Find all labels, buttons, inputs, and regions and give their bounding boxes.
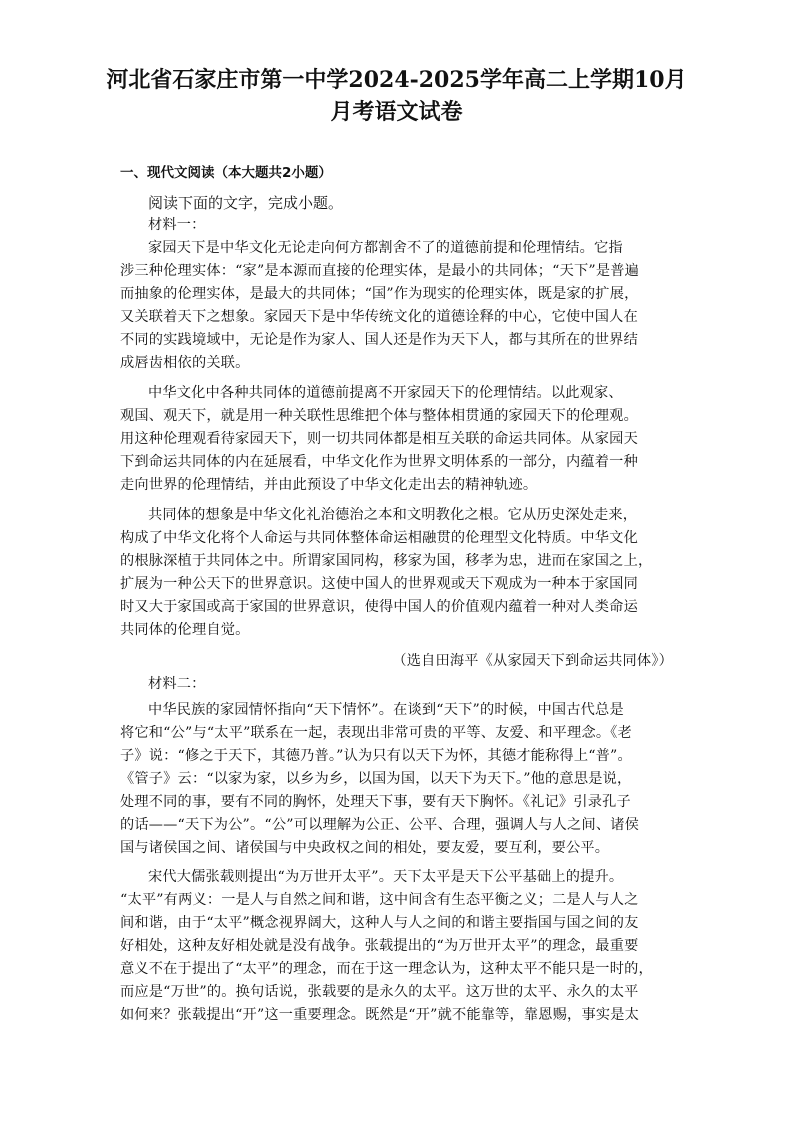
text-line: 处理不同的事，要有不同的胸怀，处理天下事，要有天下胸怀。《礼记》引录孔子 — [120, 794, 631, 810]
text-line: 家园天下是中华文化无论走向何方都割舍不了的道德前提和伦理情结。它指 — [148, 240, 623, 256]
text-line: 子》说：“修之于天下，其德乃普。”认为只有以天下为怀，其德才能称得上“普”。 — [120, 748, 632, 764]
text-line: 成唇齿相依的关联。 — [120, 355, 250, 371]
material1-label: 材料一： — [148, 217, 206, 233]
text-line: 的话——“天下为公”。“公”可以理解为公正、公平、合理，强调人与人之间、诸侯 — [120, 817, 639, 833]
text-line: 如何来？张载提出“开”这一重要理念。既然是“开”就不能靠等，靠恩赐，事实是太 — [120, 1007, 639, 1023]
title-line-2: 月考语文试卷 — [330, 99, 463, 125]
text-line: 中华民族的家园情怀指向“天下情怀”。在谈到“天下”的时候，中国古代总是 — [148, 702, 624, 718]
text-line: 扩展为一种公天下的世界意识。这使中国人的世界观或天下观成为一种本于家国同 — [120, 576, 638, 592]
text-line: 意义不在于提出了“太平”的理念，而在于这一理念认为，这种太平不能只是一时的， — [120, 961, 653, 977]
section-heading: 一、现代文阅读（本大题共2小题） — [120, 165, 332, 181]
text-line: 《管子》云：“以家为家，以乡为乡，以国为国，以天下为天下。”他的意思是说， — [120, 771, 632, 787]
text-line: 共同体的伦理自觉。 — [120, 622, 250, 638]
text-line: 用这种伦理观看待家园天下，则一切共同体都是相互关联的命运共同体。从家园天 — [120, 431, 638, 447]
instruction-text: 阅读下面的文字，完成小题。 — [148, 194, 344, 212]
text-line: 间和谐，由于“太平”概念视界阔大，这种人与人之间的和谐主要指国与国之间的友 — [120, 915, 639, 931]
text-line: 的根脉深植于共同体之中。所谓家国同构，移家为国，移孝为忠，进而在家国之上， — [120, 553, 653, 569]
text-line: “太平”有两义：一是人与自然之间和谐，这中间含有生态平衡之义；二是人与人之 — [120, 892, 639, 908]
text-line: 将它和“公”与“太平”联系在一起，表现出非常可贵的平等、友爱、和平理念。《老 — [120, 725, 632, 741]
title-line-1: 河北省石家庄市第一中学2024-2025学年高二上学期10月 — [106, 67, 687, 93]
text-line: 宋代大儒张载则提出“为万世开太平”。天下太平是天下公平基础上的提升。 — [148, 869, 624, 885]
text-line: 时又大于家国或高于家国的世界意识，使得中国人的价值观内蕴着一种对人类命运 — [120, 599, 638, 615]
text-line: 构成了中华文化将个人命运与共同体整体命运相融贯的伦理型文化特质。中华文化 — [120, 530, 638, 546]
text-line: 涉三种伦理实体：“家”是本源而直接的伦理实体，是最小的共同体；“天下”是普遍 — [120, 263, 639, 279]
material1-source: （选自田海平《从家园天下到命运共同体》） — [392, 653, 673, 669]
text-line: 好相处，这种友好相处就是没有战争。张载提出的“为万世开太平”的理念，最重要 — [120, 938, 639, 954]
text-line: 而抽象的伦理实体，是最大的共同体；“国”作为现实的伦理实体，既是家的扩展， — [120, 286, 639, 302]
material2-label: 材料二： — [148, 676, 206, 692]
text-line: 不同的实践境域中，无论是作为家人、国人还是作为天下人，都与其所在的世界结 — [120, 332, 638, 348]
text-line: 共同体的想象是中华文化礼治德治之本和文明教化之根。它从历史深处走来， — [148, 507, 638, 523]
text-line: 国与诸侯国之间、诸侯国与中央政权之间的相处，要友爱，要互利，要公平。 — [120, 840, 610, 856]
text-line: 中华文化中各种共同体的道德前提离不开家园天下的伦理情结。以此观家、 — [148, 385, 623, 401]
text-line: 下到命运共同体的内在延展看，中华文化作为世界文明体系的一部分，内蕴着一种 — [120, 454, 638, 470]
text-line: 走向世界的伦理情结，并由此预设了中华文化走出去的精神轨迹。 — [120, 477, 538, 493]
text-line: 又关联着天下之想象。家园天下是中华传统文化的道德诠释的中心，它使中国人在 — [120, 309, 638, 325]
document-title — [60, 64, 733, 128]
text-line: 观国、观天下，就是用一种关联性思维把个体与整体相贯通的家园天下的伦理观。 — [120, 408, 638, 424]
text-line: 而应是“万世”的。换句话说，张载要的是永久的太平。这万世的太平、永久的太平 — [120, 984, 639, 1000]
